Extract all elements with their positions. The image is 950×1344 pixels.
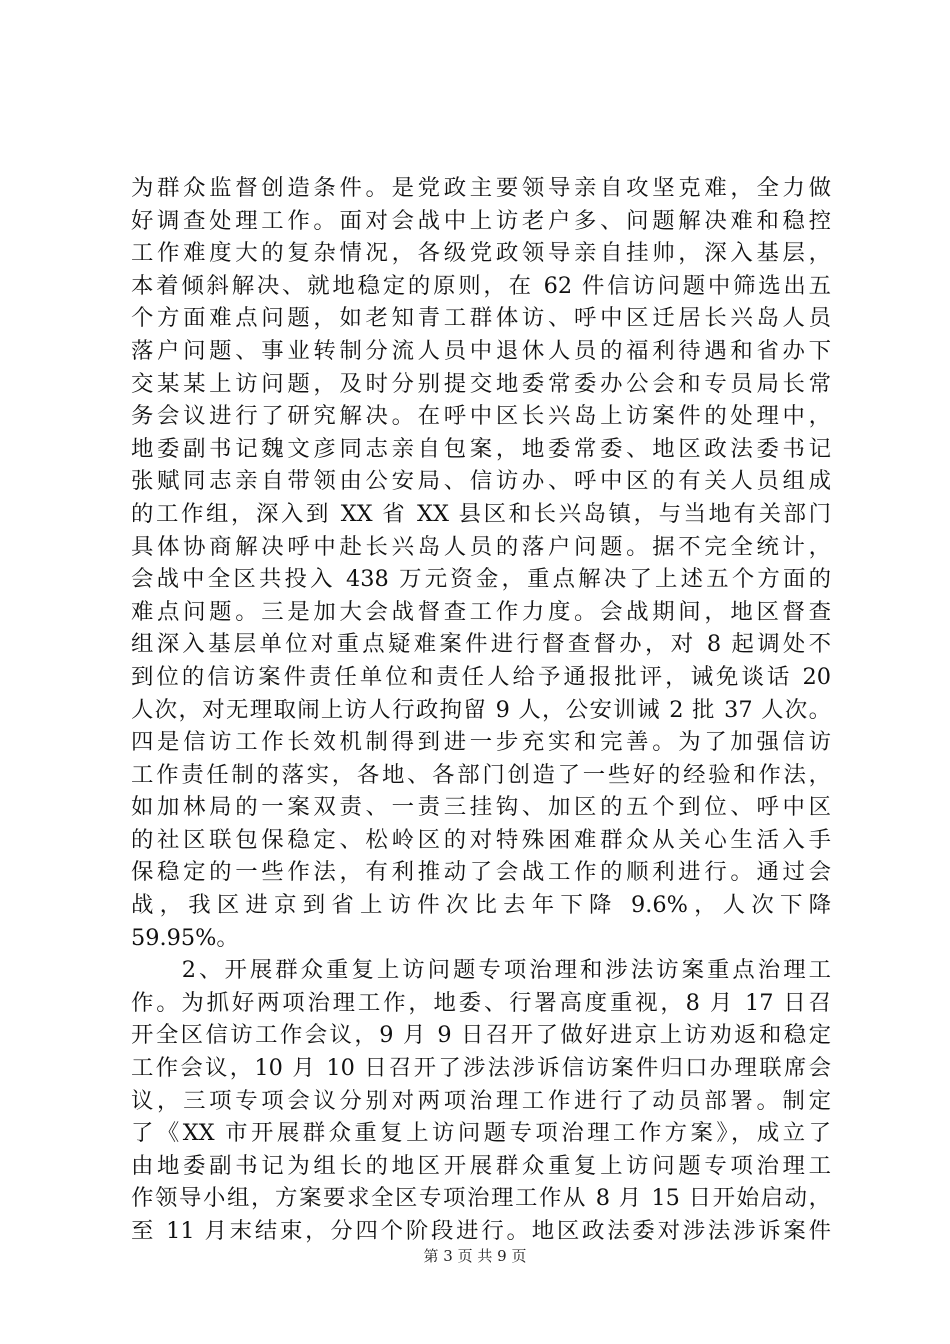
body-line: 为群众监督创造条件。是党政主要领导亲自攻坚克难，全力做 — [131, 175, 831, 201]
body-line: 如加林局的一案双责、一责三挂钩、加区的五个到位、呼中区 — [131, 794, 831, 821]
body-line: 保稳定的一些作法，有利推动了会战工作的顺利进行。通过会 — [131, 859, 831, 886]
body-line: 张赋同志亲自带领由公安局、信访办、呼中区的有关人员组成 — [131, 468, 831, 495]
body-line: 组深入基层单位对重点疑难案件进行督查督办，对 8 起调处不 — [131, 631, 831, 658]
body-line: 议，三项专项会议分别对两项治理工作进行了动员部署。制定 — [131, 1087, 831, 1114]
body-line: 战，我区进京到省上访件次比去年下降 9.6%，人次下降 — [131, 892, 831, 919]
body-line: 工作责任制的落实，各地、各部门创造了一些好的经验和作法， — [131, 761, 831, 788]
body-line: 2、开展群众重复上访问题专项治理和涉法访案重点治理工 — [131, 957, 831, 984]
body-line: 59.95%。 — [131, 924, 239, 951]
body-line: 由地委副书记为组长的地区开展群众重复上访问题专项治理工 — [131, 1152, 831, 1179]
body-line: 务会议进行了研究解决。在呼中区长兴岛上访案件的处理中， — [131, 403, 831, 430]
body-line: 本着倾斜解决、就地稳定的原则，在 62 件信访问题中筛选出五 — [131, 272, 831, 299]
body-line: 会战中全区共投入 438 万元资金，重点解决了上述五个方面的 — [131, 566, 831, 593]
body-line: 个方面难点问题，如老知青工群体访、呼中区迁居长兴岛人员 — [131, 305, 831, 332]
body-line: 地委副书记魏文彦同志亲自包案，地委常委、地区政法委书记 — [131, 435, 831, 462]
body-line: 到位的信访案件责任单位和责任人给予通报批评，诫免谈话 20 — [131, 663, 831, 690]
body-line: 难点问题。三是加大会战督查工作力度。会战期间，地区督查 — [131, 598, 831, 625]
body-line: 作领导小组，方案要求全区专项治理工作从 8 月 15 日开始启动， — [131, 1185, 831, 1212]
body-line: 落户问题、事业转制分流人员中退休人员的福利待遇和省办下 — [131, 337, 831, 364]
body-line: 开全区信访工作会议，9 月 9 日召开了做好进京上访劝返和稳定 — [131, 1022, 831, 1049]
body-line: 好调查处理工作。面对会战中上访老户多、问题解决难和稳控 — [131, 207, 831, 234]
body-line: 作。为抓好两项治理工作，地委、行署高度重视，8 月 17 日召 — [131, 989, 831, 1016]
body-line: 人次，对无理取闹上访人行政拘留 9 人，公安训诫 2 批 37 人次。 — [131, 696, 831, 723]
body-line: 四是信访工作长效机制得到进一步充实和完善。为了加强信访 — [131, 729, 831, 756]
body-line: 工作难度大的复杂情况，各级党政领导亲自挂帅，深入基层， — [131, 240, 831, 267]
body-line: 了《XX 市开展群众重复上访问题专项治理工作方案》，成立了 — [131, 1120, 831, 1147]
body-line: 工作会议，10 月 10 日召开了涉法涉诉信访案件归口办理联席会 — [131, 1055, 831, 1082]
body-line: 具体协商解决呼中赴长兴岛人员的落户问题。据不完全统计， — [131, 533, 831, 560]
body-line: 的社区联包保稳定、松岭区的对特殊困难群众从关心生活入手 — [131, 826, 831, 853]
body-line: 至 11 月末结束，分四个阶段进行。地区政法委对涉法涉诉案件 — [131, 1218, 831, 1244]
page-number-footer: 第 3 页 共 9 页 — [423, 1247, 527, 1265]
body-line: 的工作组，深入到 XX 省 XX 县区和长兴岛镇，与当地有关部门 — [131, 500, 831, 527]
document-body — [131, 172, 831, 1248]
body-line: 交某某上访问题，及时分别提交地委常委办公会和专员局长常 — [131, 370, 831, 397]
